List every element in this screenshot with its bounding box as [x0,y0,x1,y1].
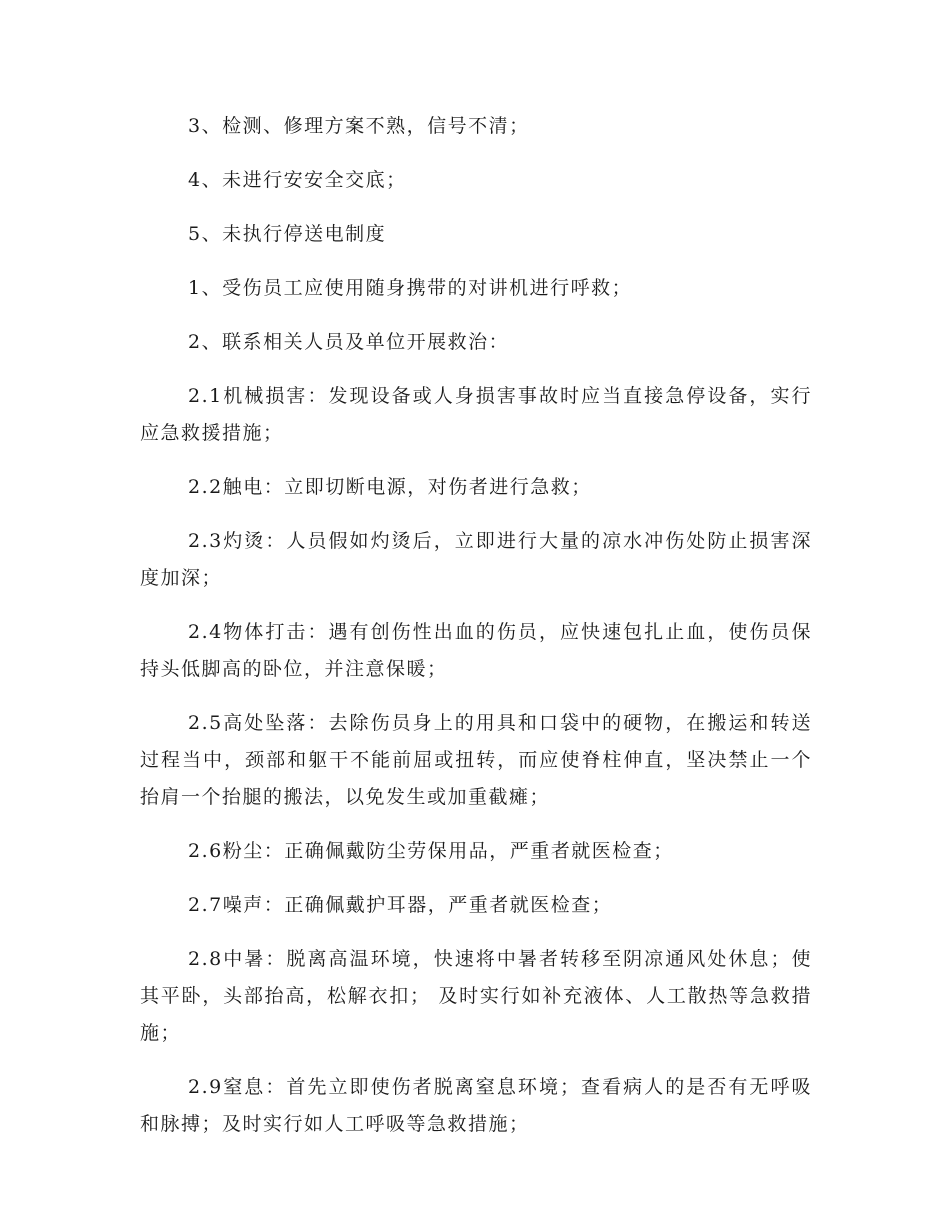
paragraph-heatstroke: 2.8中暑：脱离高温环境，快速将中暑者转移至阴凉通风处休息；使其平卧，头部抬高，松解衣扣； 及时实行如补充液体、人工散热等急救措施； [140,948,812,1044]
paragraph-burns: 2.3灼烫：人员假如灼烫后，立即进行大量的凉水冲伤处防止损害深度加深； [140,530,812,589]
paragraph-cause-3: 3、检测、修理方案不熟，信号不清； [188,115,530,137]
paragraph-mechanical-injury: 2.1机械损害：发现设备或人身损害事故时应当直接急停设备，实行应急救援措施； [140,385,812,444]
paragraph-cause-5: 5、未执行停送电制度 [188,223,387,245]
paragraph-fall-from-height: 2.5高处坠落：去除伤员身上的用具和口袋中的硬物，在搬运和转送过程当中，颈部和躯干不能前屈或扭转，而应使脊柱伸直，坚决禁止一个抬肩一个抬腿的搬法，以免发生或加重截瘫； [140,712,812,808]
paragraph-dust: 2.6粉尘：正确佩戴防尘劳保用品，严重者就医检查； [188,840,674,862]
paragraph-step-1: 1、受伤员工应使用随身携带的对讲机进行呼救； [188,277,633,299]
paragraph-step-2: 2、联系相关人员及单位开展救治： [188,331,510,353]
paragraph-suffocation: 2.9窒息：首先立即使伤者脱离窒息环境；查看病人的是否有无呼吸和脉搏；及时实行如人工呼吸等急救措施； [140,1076,812,1135]
paragraph-cause-4: 4、未进行安安全交底； [188,169,407,191]
document-body [140,108,812,1160]
paragraph-noise: 2.7噪声：正确佩戴护耳器，严重者就医检查； [188,894,613,916]
paragraph-object-strike: 2.4物体打击：遇有创伤性出血的伤员，应快速包扎止血，使伤员保持头低脚高的卧位，并注意保暖； [140,621,812,680]
paragraph-electric-shock: 2.2触电：立即切断电源，对伤者进行急救； [188,476,592,498]
